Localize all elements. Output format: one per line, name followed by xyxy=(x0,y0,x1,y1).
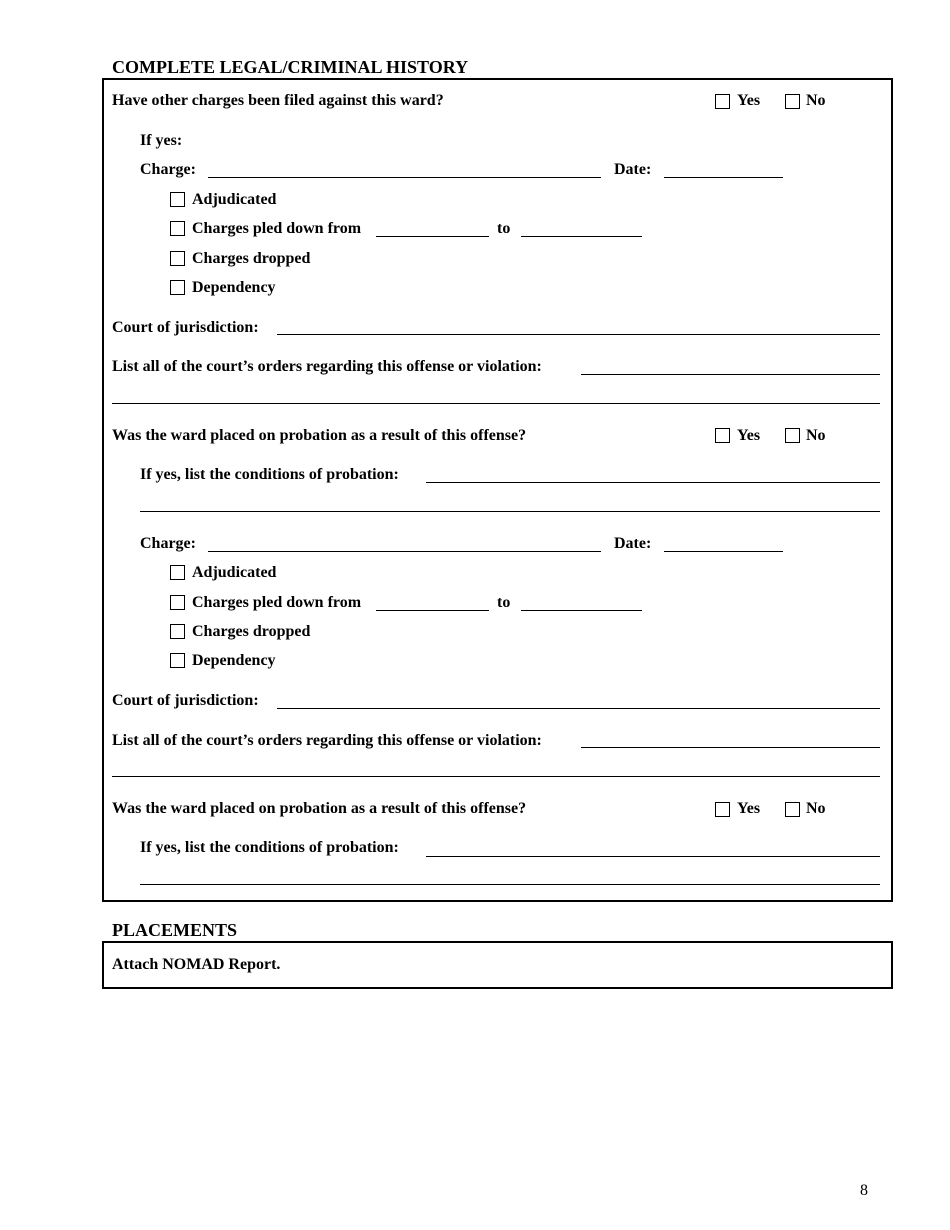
probation-conditions-label: If yes, list the conditions of probation: xyxy=(140,466,399,483)
date-field-2[interactable] xyxy=(664,551,783,552)
court-orders-field-2-continued[interactable] xyxy=(112,776,880,777)
court-orders-field-1-continued[interactable] xyxy=(112,403,880,404)
probation-yes-checkbox-1[interactable] xyxy=(715,428,730,443)
probation-conditions-field-1-continued[interactable] xyxy=(140,511,880,512)
court-of-jurisdiction-field-2[interactable] xyxy=(277,708,880,709)
date-label: Date: xyxy=(614,161,652,178)
date-label: Date: xyxy=(614,535,652,552)
section-heading-legal-history: COMPLETE LEGAL/CRIMINAL HISTORY xyxy=(112,57,469,77)
adjudicated-label: Adjudicated xyxy=(192,564,277,581)
adjudicated-checkbox-2[interactable] xyxy=(170,565,185,580)
other-charges-no-checkbox[interactable] xyxy=(785,94,800,109)
adjudicated-checkbox-1[interactable] xyxy=(170,192,185,207)
court-orders-field-2[interactable] xyxy=(581,747,880,748)
attach-nomad-report-text: Attach NOMAD Report. xyxy=(112,956,281,973)
court-of-jurisdiction-label: Court of jurisdiction: xyxy=(112,692,259,709)
if-yes-label: If yes: xyxy=(140,132,183,149)
page-number: 8 xyxy=(860,1182,868,1199)
dependency-checkbox-1[interactable] xyxy=(170,280,185,295)
pled-down-from-label: Charges pled down from xyxy=(192,594,362,611)
probation-conditions-field-2-continued[interactable] xyxy=(140,884,880,885)
charges-dropped-label: Charges dropped xyxy=(192,623,311,640)
probation-conditions-label: If yes, list the conditions of probation: xyxy=(140,839,399,856)
probation-yes-label: Yes xyxy=(737,800,761,817)
court-orders-field-1[interactable] xyxy=(581,374,880,375)
charge-label: Charge: xyxy=(140,535,196,552)
pled-down-checkbox-2[interactable] xyxy=(170,595,185,610)
dependency-label: Dependency xyxy=(192,279,276,296)
probation-conditions-field-1[interactable] xyxy=(426,482,880,483)
pled-down-from-label: Charges pled down from xyxy=(192,220,362,237)
charges-dropped-checkbox-1[interactable] xyxy=(170,251,185,266)
other-charges-yes-checkbox[interactable] xyxy=(715,94,730,109)
probation-question: Was the ward placed on probation as a result of this offense? xyxy=(112,800,527,817)
dependency-label: Dependency xyxy=(192,652,276,669)
charges-dropped-checkbox-2[interactable] xyxy=(170,624,185,639)
court-of-jurisdiction-field-1[interactable] xyxy=(277,334,880,335)
pled-down-from-field-1[interactable] xyxy=(376,236,489,237)
pled-down-to-field-1[interactable] xyxy=(521,236,642,237)
probation-yes-checkbox-2[interactable] xyxy=(715,802,730,817)
question-other-charges: Have other charges been filed against this ward? xyxy=(112,92,444,109)
adjudicated-label: Adjudicated xyxy=(192,191,277,208)
probation-conditions-field-2[interactable] xyxy=(426,856,880,857)
charge-field-2[interactable] xyxy=(208,551,601,552)
pled-down-to-label: to xyxy=(497,594,511,611)
probation-no-label: No xyxy=(806,427,826,444)
charges-dropped-label: Charges dropped xyxy=(192,250,311,267)
dependency-checkbox-2[interactable] xyxy=(170,653,185,668)
probation-question: Was the ward placed on probation as a result of this offense? xyxy=(112,427,527,444)
pled-down-from-field-2[interactable] xyxy=(376,610,489,611)
charge-field-1[interactable] xyxy=(208,177,601,178)
pled-down-to-field-2[interactable] xyxy=(521,610,642,611)
other-charges-yes-label: Yes xyxy=(737,92,761,109)
pled-down-to-label: to xyxy=(497,220,511,237)
probation-yes-label: Yes xyxy=(737,427,761,444)
court-orders-label: List all of the court’s orders regarding this offense or violation: xyxy=(112,732,542,749)
other-charges-no-label: No xyxy=(806,92,826,109)
court-orders-label: List all of the court’s orders regarding this offense or violation: xyxy=(112,358,542,375)
probation-no-label: No xyxy=(806,800,826,817)
court-of-jurisdiction-label: Court of jurisdiction: xyxy=(112,319,259,336)
probation-no-checkbox-1[interactable] xyxy=(785,428,800,443)
date-field-1[interactable] xyxy=(664,177,783,178)
charge-label: Charge: xyxy=(140,161,196,178)
section-heading-placements: PLACEMENTS xyxy=(112,920,238,940)
probation-no-checkbox-2[interactable] xyxy=(785,802,800,817)
pled-down-checkbox-1[interactable] xyxy=(170,221,185,236)
